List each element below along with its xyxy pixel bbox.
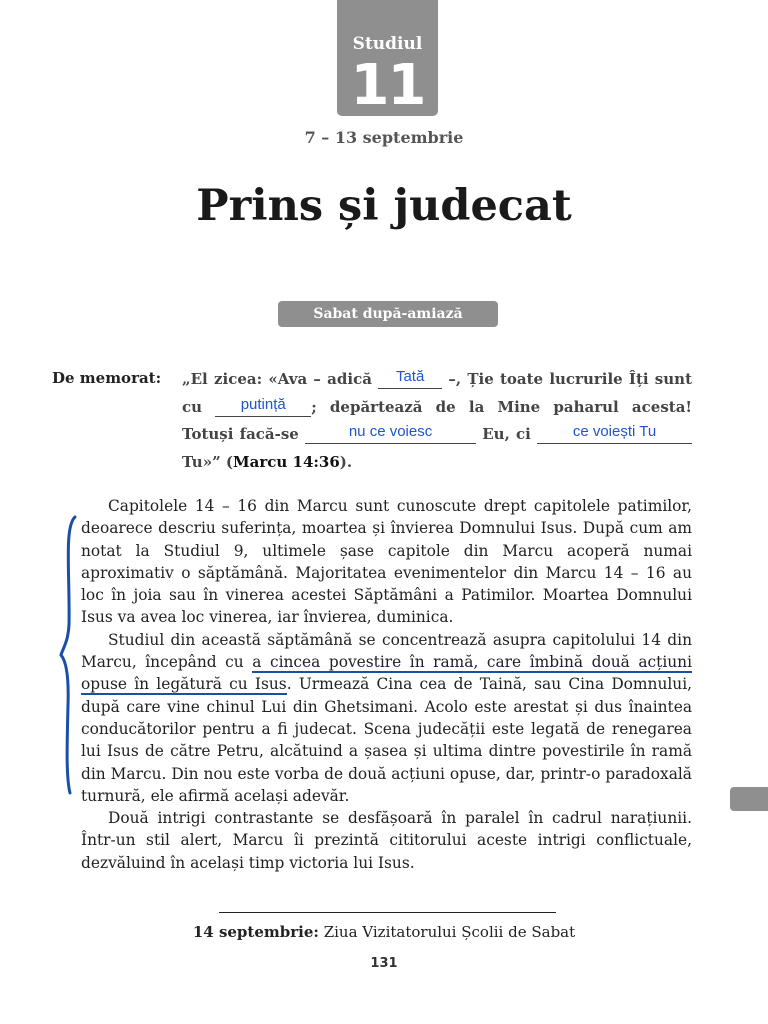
- section-badge: Sabat după-amiază: [278, 301, 498, 327]
- study-label: Studiul: [352, 34, 423, 54]
- handwritten-answer: Tată: [395, 368, 425, 385]
- study-number: 11: [350, 53, 425, 118]
- study-number-box: [337, 0, 438, 116]
- handwritten-bracket-mark: [58, 515, 82, 797]
- handwritten-answer: putință: [240, 395, 286, 413]
- handwritten-answer: nu ce voiesc: [348, 423, 433, 440]
- footnote-divider: [219, 912, 556, 913]
- body-text: [81, 495, 693, 874]
- footnote-text: Ziua Vizitatorului Școlii de Sabat: [318, 923, 576, 941]
- memory-verse-part: Tu»” (: [182, 452, 234, 471]
- fill-blank-1: [378, 370, 442, 389]
- paragraph-1: Capitolele 14 – 16 din Marcu sunt cunoscute drept capitolele patimilor, deoarece descriu suferința, moartea și învierea Domnului Isus. După cum am notat la Studiul 9, ultimele șase capitole din Marcu acoperă numai aproximativ o săptămână. Majoritatea evenimentelor din Marcu 14 – 16 au loc în joia sau în vinerea acestei Săptămâni a Patimilor. Moartea Domnului Isus va avea loc vinerea, iar învierea, duminica.: [81, 497, 692, 627]
- memory-verse-part: Eu, ci: [476, 425, 538, 443]
- paragraph-2-start: Studiul din această săptămână se concentrează asupra capitolului 14 din Marcu, începând cu: [81, 630, 692, 672]
- memory-verse: [182, 366, 692, 476]
- paragraph-2-end: . Urmează Cina cea de Taină, sau Cina Domnului, după care vine chinul Lui din Ghetsimani. Acolo este arestat și dus înaintea conducătorilor pentru a fi judecat. Scena judecății este legată de renegarea lui Isus de către Petru, alcătuind a șasea și ultima dintre povestirile în ramă din Marcu. Din nou este vorba de două acțiuni opuse, dar, printr-o paradoxală turnură, ele afirmă același adevăr.: [81, 675, 693, 805]
- footnote-date: 14 septembrie:: [192, 923, 319, 941]
- verse-reference: Marcu 14:36: [233, 452, 340, 471]
- memory-verse-part: ; depărtează de la Mine paharul acesta! Totuși facă-se: [182, 397, 692, 443]
- fill-blank-3: [305, 425, 476, 444]
- memory-verse-part: „El zicea: «Ava – adică: [182, 370, 379, 388]
- study-dates: 7 – 13 septembrie: [304, 128, 464, 147]
- paragraph-3: Două intrigi contrastante se desfășoară în paralel în cadrul narațiunii. Într-un stil alert, Marcu îi prezintă cititorului aceste intrigi conflictuale, dezvăluind în același timp victoria lui Isus.: [81, 809, 692, 872]
- page-number: 131: [370, 956, 398, 971]
- underlined-passage: a cincea povestire în ramă, care îmbină două acțiuni opuse în legătură cu Isus: [81, 653, 693, 694]
- memory-verse-part: ).: [339, 452, 353, 471]
- paragraph-2: [81, 629, 692, 807]
- memory-verse-label: De memorat:: [52, 369, 162, 387]
- footnote: [0, 921, 768, 943]
- handwritten-answer: ce voiești Tu: [572, 423, 657, 440]
- fill-blank-2: [215, 395, 311, 417]
- page-title: Prins și judecat: [196, 181, 572, 231]
- fill-blank-4: [537, 425, 692, 444]
- page-edge-tab: [730, 787, 768, 811]
- memory-verse-part: –, Ție toate lucrurile Îți sunt cu: [182, 370, 692, 416]
